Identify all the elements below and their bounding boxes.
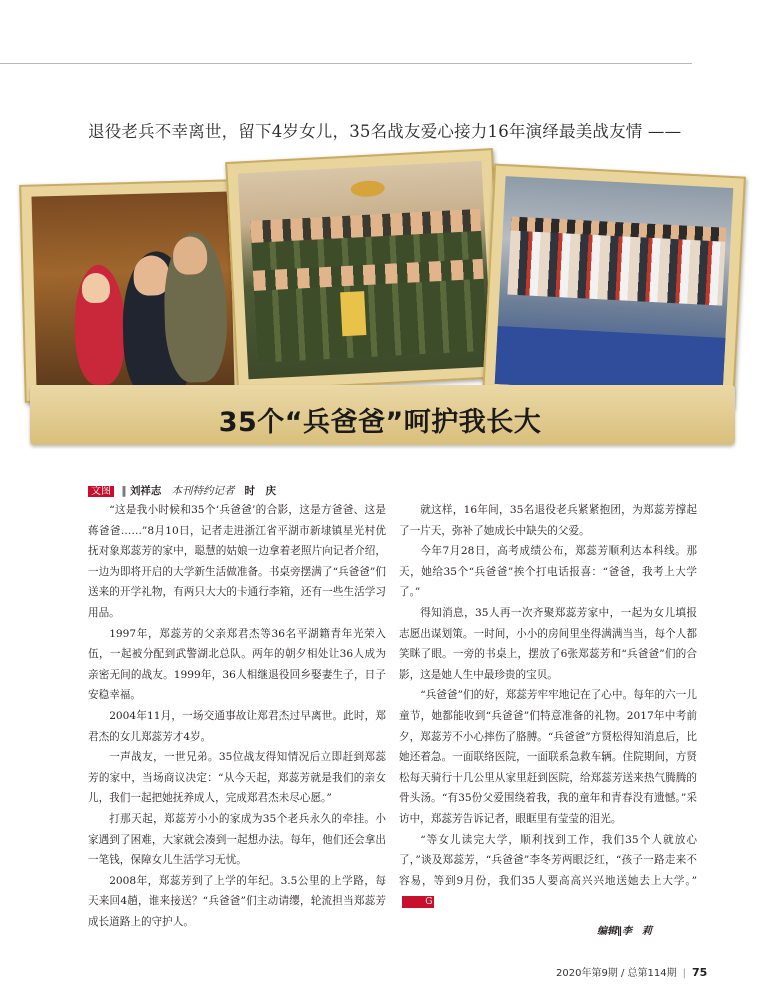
article-column-left: [88, 500, 386, 932]
paragraph: “这是我小时候和35个‘兵爸爸’的合影，这是方爸爸、这是蒋爸爸……”8月10日，记者走进浙江省平湖市新埭镇星光村优抚对象郑蕊芳的家中，聪慧的姑娘一边拿着老照片向记者介绍，一边为即将开启的大学新生活做准备。书桌旁摆满了“兵爸爸”们送来的开学礼物，有两只大大的卡通行李箱，还有一些生活学习用品。: [88, 504, 386, 619]
footer-divider: |: [682, 968, 686, 979]
article-headline: 35个“兵爸爸”呵护我长大: [218, 407, 542, 438]
page-number: 75: [692, 966, 708, 979]
photo-reunion-group: [482, 164, 746, 409]
byline-role: 本刊特约记者: [171, 485, 235, 497]
issue-info: 2020年第9期 / 总第114期: [556, 968, 677, 979]
paragraph: 2004年11月，一场交通事故让郑君杰过早离世。此时，郑君杰的女儿郑蕊芳才4岁。: [88, 709, 386, 743]
paragraph: “兵爸爸”们的好，郑蕊芳牢牢地记在了心中。每年的六一儿童节，她都能收到“兵爸爸”们特意准备的礼物。2017年中考前夕，郑蕊芳不小心摔伤了胳膊。“兵爸爸”方贤松得知消息后，比她还着急。一面联络医院，一面联系急救车辆。住院期间，方贤松每天骑行十几公里从家里赶到医院，给郑蕊芳送来热气腾腾的骨头汤。“有35份父爱围绕着我，我的童年和青春没有遗憾。”采访中，郑蕊芳告诉记者，眼眶里有莹莹的泪光。: [399, 689, 697, 825]
paragraph: 打那天起，郑蕊芳小小的家成为35个老兵永久的牵挂。小家遇到了困难，大家就会凑到一起想办法。每年，他们还会拿出一笔钱，保障女儿生活学习无忧。: [88, 812, 386, 867]
byline-reporter: 时 庆: [244, 485, 276, 497]
paragraph-last: [399, 830, 697, 912]
paragraph: 就这样，16年间，35名退役老兵紧紧抱团，为郑蕊芳撑起了一片天，弥补了她成长中缺失的父爱。: [399, 504, 697, 537]
article-column-right: [399, 500, 697, 912]
page-footer: [556, 964, 707, 979]
paragraph-last-text: “等女儿读完大学，顺利找到工作，我们35个人就放心了，”谈及郑蕊芳，“兵爸爸”李冬芳两眼泛红，“孩子一路走来不容易，等到9月份，我们35人要高高兴兴地送她去上大学。”: [399, 833, 697, 887]
byline-separator: ‖: [121, 485, 127, 497]
photo-child-with-fathers: [19, 179, 247, 403]
paragraph: 2008年，郑蕊芳到了上学的年纪。3.5公里的上学路，每天来回4趟，谁来接送？“兵爸爸”们主动请缨，轮流担当郑蕊芳成长道路上的守护人。: [88, 874, 386, 928]
top-rule: [0, 63, 692, 64]
byline-tag: 文图: [88, 486, 114, 497]
paragraph: 得知消息，35人再一次齐聚郑蕊芳家中，一起为女儿填报志愿出谋划策。一时间，小小的房间里坐得满满当当，每个人都笑眯了眼。一旁的书桌上，摆放了6张郑蕊芳和“兵爸爸”们的合影，这是她人生中最珍贵的宝贝。: [399, 606, 697, 681]
byline-authors: 刘祥志: [129, 485, 162, 497]
article-subtitle: 退役老兵不幸离世，留下4岁女儿，35名战友爱心接力16年演绎最美战友情 ——: [88, 122, 682, 141]
byline: [88, 482, 276, 498]
paragraph: 一声战友，一世兄弟。35位战友得知情况后立即赶到郑蕊芳的家中，当场商议决定：“从今天起，郑蕊芳就是我们的亲女儿，我们一起把她抚养成人，完成郑君杰未尽心愿。”: [88, 751, 386, 805]
end-mark-icon: G: [402, 896, 434, 908]
photo-group-soldiers: [225, 148, 505, 392]
paragraph: 今年7月28日，高考成绩公布，郑蕊芳顺利达本科线。那天，她给35个“兵爸爸”挨个打电话报喜：“爸爸，我考上大学了。”: [399, 545, 697, 599]
paragraph: 1997年，郑蕊芳的父亲郑君杰等36名平湖籍青年光荣入伍，一起被分配到武警湖北总队。两年的朝夕相处让36人成为亲密无间的战友。1999年，36人相继退役回乡娶妻生子，日子安稳幸福。: [88, 627, 386, 702]
editor-credit: 编辑∥李 莉: [597, 926, 652, 937]
